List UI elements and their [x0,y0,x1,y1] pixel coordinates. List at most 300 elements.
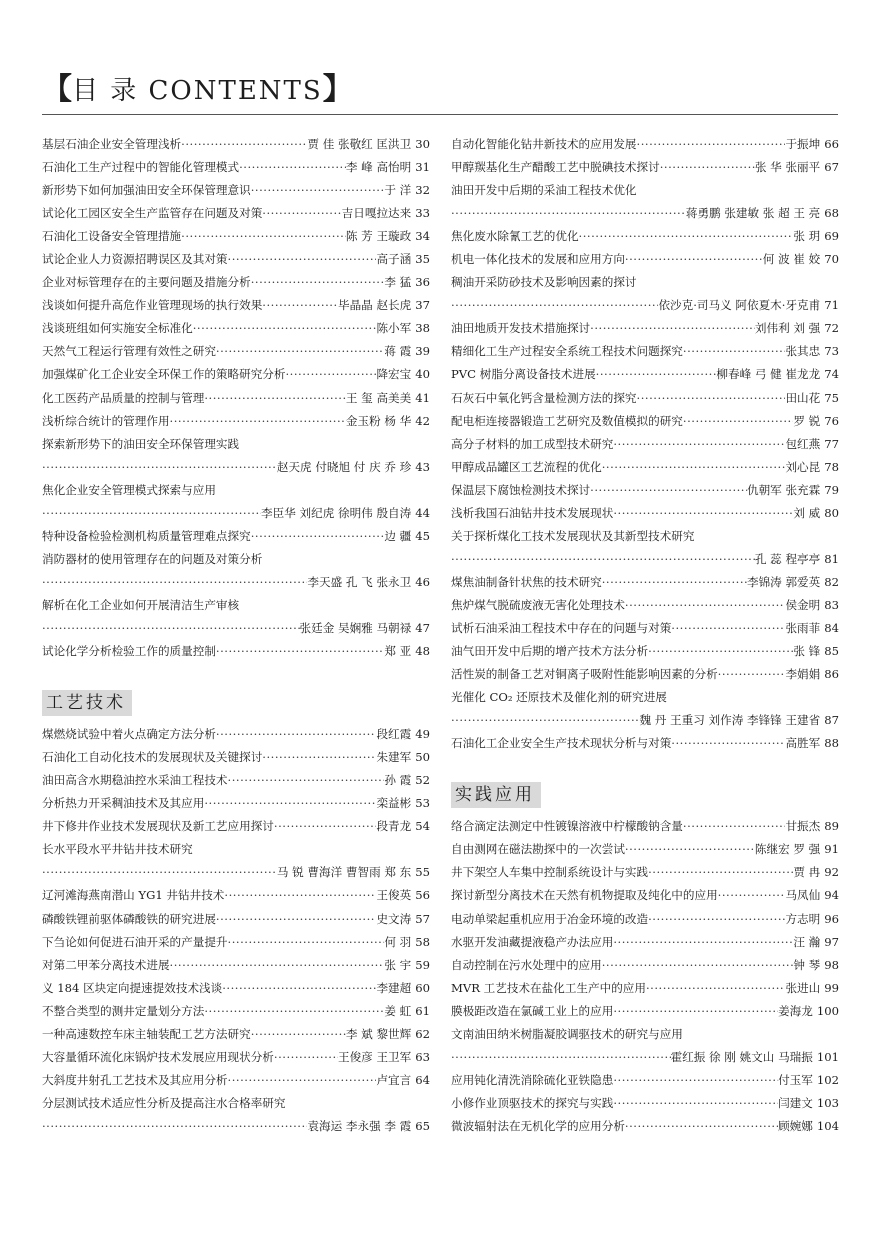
entry-authors: 于振坤 [785,137,821,151]
entry-page: 40 [415,367,430,382]
leader-dots [42,861,277,884]
toc-entry[interactable] [451,410,839,433]
entry-page: 60 [415,980,430,995]
leader-dots [274,1046,338,1069]
entry-page: 64 [415,1072,430,1087]
toc-entry[interactable] [42,317,430,340]
toc-entry[interactable] [42,1115,430,1138]
entry-title: 试论化学分析检验工作的质量控制 [42,644,216,659]
leader-dots [671,617,785,640]
leader-dots [251,1023,346,1046]
entry-page: 53 [415,796,430,811]
entry-page: 85 [824,644,839,659]
entry-title: 机电一体化技术的发展和应用方向 [451,252,625,267]
left-bracket: 【 [42,72,72,107]
spacer [451,755,839,778]
entry-authors: 边 疆 [384,528,412,543]
entry-page: 84 [824,620,839,635]
leader-dots [42,502,261,525]
entry-title: 试析石油采油工程技术中存在的问题与对策 [451,620,672,635]
leader-dots [42,571,307,594]
entry-title: 石油化工设备安全管理措施 [42,229,182,244]
toc-entry[interactable] [42,792,430,815]
toc-entry[interactable] [451,1046,839,1069]
toc-entry[interactable] [451,594,839,617]
entry-title: 自动化智能化钻井新技术的应用发展 [451,137,637,151]
entry-authors: 王 玺 高美美 [345,390,412,405]
entry-authors: 王俊英 [376,888,412,903]
leader-dots [613,1000,778,1023]
toc-entry[interactable] [42,433,430,456]
entry-page: 82 [824,574,839,589]
toc-entry[interactable] [451,317,839,340]
toc-entry[interactable] [451,502,839,525]
leader-dots [181,225,346,248]
entry-authors: 栾益彬 [376,796,412,811]
entry-page: 72 [824,321,839,336]
entry-title: 大斜度井射孔工艺技术及其应用分析 [42,1072,228,1087]
toc-entry[interactable] [451,977,839,1000]
entry-title: 企业对标管理存在的主要问题及措施分析 [42,275,251,290]
entry-title: 络合滴定法测定中性镀镍溶液中柠檬酸钠含量 [451,819,683,834]
entry-authors: 高胜军 [785,736,821,751]
leader-dots [451,294,658,317]
entry-title: 保温层下腐蚀检测技术探讨 [451,482,591,497]
entry-page: 79 [824,482,839,497]
leader-dots [613,1069,778,1092]
entry-authors: 侯金明 [785,597,821,612]
entry-authors: 孔 蕊 程亭亭 [754,551,821,566]
left-list-2 [42,723,430,1138]
entry-authors: 李 猛 [384,275,412,290]
leader-dots [228,1069,377,1092]
leader-dots [451,1046,671,1069]
toc-entry[interactable] [42,225,430,248]
toc-entry[interactable] [42,248,430,271]
entry-page: 103 [816,1095,839,1110]
leader-dots [646,977,785,1000]
toc-entry[interactable] [451,1023,839,1046]
entry-page: 43 [415,459,430,474]
toc-entry[interactable] [451,1000,839,1023]
entry-page: 33 [415,206,430,221]
entry-title: 焦化废水除氰工艺的优化 [451,229,579,244]
entry-authors: 史文涛 [376,911,412,926]
toc-entry[interactable] [42,548,430,571]
entry-page: 96 [824,911,839,926]
entry-title: 自由测网在磁法勘探中的一次尝试 [451,842,625,857]
leader-dots [602,954,794,977]
entry-authors: 田山花 [785,390,821,405]
section-heading: 实践应用 [451,782,541,808]
leader-dots [204,1000,384,1023]
entry-title: 基层石油企业安全管理浅析 [42,137,182,151]
toc-entry[interactable] [42,723,430,746]
toc-entry[interactable] [451,640,839,663]
toc-entry[interactable] [451,294,839,317]
entry-page: 80 [824,505,839,520]
toc-entry[interactable] [451,248,839,271]
entry-title: 义 184 区块定向提速提效技术浅谈 [42,980,223,995]
entry-title: 高分子材料的加工成型技术研究 [451,436,614,451]
entry-authors: 张进山 [785,980,821,995]
entry-authors: 刘 威 [793,505,821,520]
leader-dots [613,931,793,954]
entry-page: 54 [415,819,430,834]
leader-dots [648,640,793,663]
leader-dots [613,1092,778,1115]
entry-title: 加强煤矿化工企业安全环保工作的策略研究分析 [42,367,286,382]
entry-title: 不整合类型的测井定量划分方法 [42,1003,205,1018]
toc-entry[interactable] [42,1069,430,1092]
entry-authors: 张其忠 [785,344,821,359]
entry-authors: 陈小军 [376,321,412,336]
entry-authors: 张 华 张丽平 [754,160,821,175]
entry-authors: 汪 瀚 [793,934,821,949]
entry-title: 一种高速数控车床主轴装配工艺方法研究 [42,1026,251,1041]
entry-page: 52 [415,773,430,788]
toc-entry[interactable] [42,133,430,156]
entry-authors: 吉日嘎拉达来 [341,206,412,221]
toc-entry[interactable] [42,502,430,525]
leader-dots [590,317,755,340]
toc-entry[interactable] [451,133,839,156]
toc-entry[interactable] [451,387,839,410]
leader-dots [285,363,376,386]
leader-dots [193,317,377,340]
spacer [42,663,430,686]
entry-page: 56 [415,888,430,903]
entry-page: 41 [415,390,430,405]
entry-title: 分层测试技术适应性分析及提高注水合格率研究 [42,1095,286,1110]
right-list-2 [451,815,839,1138]
entry-page: 76 [824,413,839,428]
toc-entry[interactable] [42,571,430,594]
entry-page: 46 [415,574,430,589]
leader-dots [451,202,686,225]
entry-authors: 蒋勇鹏 张建敏 张 超 王 亮 [685,206,821,221]
leader-dots [451,709,639,732]
toc-entry[interactable] [42,746,430,769]
toc-entry[interactable] [42,954,430,977]
leader-dots [683,340,786,363]
leader-dots [625,248,763,271]
entry-authors: 依沙克·司马义 阿依夏木·牙克甫 [658,298,821,313]
entry-page: 70 [824,252,839,267]
entry-title: 水驱开发油藏提液稳产办法应用 [451,934,614,949]
entry-page: 55 [415,865,430,880]
entry-title: 试论化工园区安全生产监管存在问题及对策 [42,206,263,221]
entry-page: 73 [824,344,839,359]
entry-title: 石油化工企业安全生产技术现状分析与对策 [451,736,672,751]
entry-authors: 李 峰 高怡明 [345,160,412,175]
entry-authors: 马凤仙 [785,888,821,903]
entry-authors: 李天盛 孔 飞 张永卫 [307,574,412,589]
toc-entry[interactable] [451,479,839,502]
entry-authors: 袁海运 李永强 李 霞 [307,1118,412,1133]
entry-page: 32 [415,183,430,198]
leader-dots [683,815,786,838]
left-column [42,133,430,1138]
entry-title: 下刍论如何促进石油开采的产量提升 [42,934,228,949]
leader-dots [671,732,785,755]
entry-authors: 张雨菲 [785,620,821,635]
entry-authors: 段青龙 [376,819,412,834]
entry-title: 石油化工生产过程中的智能化管理模式 [42,160,240,175]
entry-page: 77 [824,436,839,451]
toc-entry[interactable] [451,884,839,907]
toc-entry[interactable] [451,1115,839,1138]
toc-entry[interactable] [451,433,839,456]
entry-title: 油田地质开发技术措施探讨 [451,321,591,336]
entry-page: 62 [415,1026,430,1041]
toc-entry[interactable] [451,954,839,977]
contents-title: 目 录 CONTENTS [72,76,323,106]
entry-title: 井下修井作业技术发展现状及新工艺应用探讨 [42,819,274,834]
toc-entry[interactable] [451,571,839,594]
toc-entry[interactable] [42,156,430,179]
entry-authors: 钟 琴 [793,957,821,972]
entry-authors: 甘振杰 [785,819,821,834]
entry-authors: 顾婉娜 [778,1118,813,1133]
entry-page: 74 [824,367,839,382]
entry-authors: 何 波 崔 姣 [762,252,821,267]
toc-entry[interactable] [42,179,430,202]
toc-entry[interactable] [42,640,430,663]
entry-page: 38 [415,321,430,336]
entry-title: 特种设备检验检测机构质量管理难点探究 [42,528,251,543]
leader-dots [262,294,338,317]
entry-page: 68 [824,206,839,221]
entry-page: 34 [415,229,430,244]
entry-title: MVR 工艺技术在盐化工生产中的应用 [451,980,646,995]
entry-title: 焦炉煤气脱硫废液无害化处理技术 [451,597,625,612]
toc-entry[interactable] [451,179,839,202]
entry-title: 自动控制在污水处理中的应用 [451,957,602,972]
toc-entry[interactable] [451,709,839,732]
entry-page: 35 [415,252,430,267]
entry-authors: 贾 冉 [793,865,821,880]
entry-authors: 蒋 霞 [384,344,412,359]
entry-title: 甲醇羰基化生产醋酸工艺中脱碘技术探讨 [451,160,660,175]
leader-dots [274,815,377,838]
entry-title: 关于探析煤化工技术发展现状及其新型技术研究 [451,528,695,543]
entry-authors: 卢宜言 [376,1072,412,1087]
entry-authors: 罗 锐 [793,413,821,428]
toc-entry[interactable] [451,525,839,548]
entry-authors: 毕晶晶 赵长虎 [337,298,412,313]
entry-page: 49 [415,727,430,742]
entry-page: 50 [415,750,430,765]
entry-page: 31 [415,160,430,175]
entry-title: 对第二甲苯分离技术进展 [42,957,170,972]
toc-entry[interactable] [42,1023,430,1046]
entry-title: 消防器材的使用管理存在的问题及对策分析 [42,551,263,566]
entry-title: 分析热力开采稠油技术及其应用 [42,796,205,811]
leader-dots [648,861,793,884]
entry-authors: 张廷金 吴娴雅 马朝禄 [299,620,412,635]
toc-entry[interactable] [42,838,430,861]
toc-entry[interactable] [42,340,430,363]
toc-entry[interactable] [451,340,839,363]
leader-dots [222,977,376,1000]
leader-dots [42,617,300,640]
toc-entry[interactable] [451,363,839,386]
entry-authors: 郑 亚 [384,644,412,659]
entry-title: 油田开发中后期的采油工程技术优化 [451,183,637,198]
entry-page: 42 [415,413,430,428]
entry-title: 试论企业人力资源招聘误区及其对策 [42,252,228,267]
toc-entry[interactable] [42,1046,430,1069]
entry-authors: 仇朝军 张充霖 [746,482,821,497]
leader-dots [181,133,307,156]
entry-title: 油田高含水期稳油控水采油工程技术 [42,773,228,788]
toc-entry[interactable] [451,732,839,755]
leader-dots [602,456,786,479]
toc-entry[interactable] [42,479,430,502]
entry-page: 89 [824,819,839,834]
toc-entry[interactable] [451,202,839,225]
entry-title: 磷酸铁锂前驱体磷酸铁的研究进展 [42,911,216,926]
entry-authors: 陈继宏 罗 强 [754,842,821,857]
entry-page: 99 [824,980,839,995]
toc-entry[interactable] [42,1092,430,1115]
leader-dots [718,884,786,907]
toc-entry[interactable] [451,908,839,931]
entry-title: 新形势下如何加强油田安全环保管理意识 [42,183,251,198]
leader-dots [637,387,786,410]
toc-entry[interactable] [451,686,839,709]
entry-page: 67 [824,160,839,175]
entry-page: 30 [415,137,430,151]
entry-page: 81 [824,551,839,566]
entry-authors: 付玉军 [778,1072,813,1087]
leader-dots [204,387,346,410]
leader-dots [170,410,346,433]
toc-entry[interactable] [42,861,430,884]
leader-dots [613,433,785,456]
toc-entry[interactable] [451,861,839,884]
toc-entry[interactable] [42,769,430,792]
entry-authors: 何 羽 [384,934,412,949]
toc-entry[interactable] [451,815,839,838]
entry-page: 66 [824,137,839,151]
section-box [42,690,430,713]
entry-page: 37 [415,298,430,313]
leader-dots [228,248,377,271]
entry-title: 井下架空人车集中控制系统设计与实践 [451,865,649,880]
entry-authors: 闫建文 [778,1095,813,1110]
toc-entry[interactable] [451,931,839,954]
toc-entry[interactable] [451,225,839,248]
entry-authors: 刘心昆 [785,459,821,474]
entry-authors: 魏 丹 王重习 刘作涛 李锋锋 王建省 [639,713,821,728]
toc-entry[interactable] [42,525,430,548]
entry-title: 甲醇成品罐区工艺流程的优化 [451,459,602,474]
entry-page: 88 [824,736,839,751]
leader-dots [451,548,755,571]
toc-entry[interactable] [42,294,430,317]
entry-authors: 张 玥 [793,229,821,244]
entry-title: 活性炭的制备工艺对铜离子吸附性能影响因素的分析 [451,667,718,682]
toc-entry[interactable] [451,456,839,479]
entry-page: 101 [816,1049,839,1064]
toc-entry[interactable] [42,977,430,1000]
toc-entry[interactable] [42,815,430,838]
toc-entry[interactable] [42,363,430,386]
toc-entry[interactable] [42,884,430,907]
entry-title: 煤燃烧试验中着火点确定方法分析 [42,727,216,742]
leader-dots [625,594,786,617]
leader-dots [251,525,385,548]
entry-authors: 于 洋 [384,183,412,198]
entry-title: 膜极距改造在氯碱工业上的应用 [451,1003,614,1018]
leader-dots [42,1115,307,1138]
toc-entry[interactable] [42,594,430,617]
toc-entry[interactable] [42,456,430,479]
leader-dots [239,156,346,179]
entry-title: 浅析综合统计的管理作用 [42,413,170,428]
entry-title: 光催化 CO₂ 还原技术及催化剂的研究进展 [451,690,667,705]
entry-page: 71 [824,298,839,313]
toc-entry[interactable] [451,1092,839,1115]
entry-page: 86 [824,667,839,682]
entry-authors: 赵天虎 付晓旭 付 庆 乔 珍 [276,459,412,474]
toc-entry[interactable] [451,838,839,861]
toc-entry[interactable] [42,1000,430,1023]
toc-entry[interactable] [42,202,430,225]
toc-entry[interactable] [42,387,430,410]
entry-authors: 李娟娟 [785,667,821,682]
toc-entry[interactable] [451,548,839,571]
entry-page: 91 [824,842,839,857]
entry-title: 浅谈班组如何实施安全标准化 [42,321,193,336]
entry-authors: 陈 芳 王璇政 [345,229,412,244]
toc-entry[interactable] [42,410,430,433]
leader-dots [262,746,376,769]
toc-entry[interactable] [42,617,430,640]
toc-entry[interactable] [451,156,839,179]
leader-dots [216,640,384,663]
toc-entry[interactable] [451,617,839,640]
toc-entry[interactable] [451,271,839,294]
leader-dots [625,1115,778,1138]
leader-dots [660,156,755,179]
toc-entry[interactable] [42,908,430,931]
entry-title: 石灰石中氧化钙含量检测方法的探究 [451,390,637,405]
right-column [451,133,839,1138]
toc-entry[interactable] [42,271,430,294]
entry-title: PVC 树脂分离设备技术进展 [451,367,596,382]
entry-page: 98 [824,957,839,972]
leader-dots [216,908,377,931]
leader-dots [216,340,384,363]
entry-title: 辽河滩海燕南潜山 YG1 井钻井技术 [42,888,225,903]
entry-page: 69 [824,229,839,244]
entry-page: 63 [415,1049,430,1064]
right-bracket: 】 [322,72,353,107]
entry-page: 58 [415,934,430,949]
entry-authors: 张 宇 [384,957,412,972]
entry-page: 97 [824,934,839,949]
entry-title: 小修作业顶驱技术的探究与实践 [451,1095,614,1110]
entry-authors: 刘伟利 刘 强 [754,321,821,336]
toc-entry[interactable] [451,663,839,686]
toc-entry[interactable] [42,931,430,954]
entry-title: 煤焦油制备针状焦的技术研究 [451,574,602,589]
toc-entry[interactable] [451,1069,839,1092]
entry-page: 92 [824,865,839,880]
